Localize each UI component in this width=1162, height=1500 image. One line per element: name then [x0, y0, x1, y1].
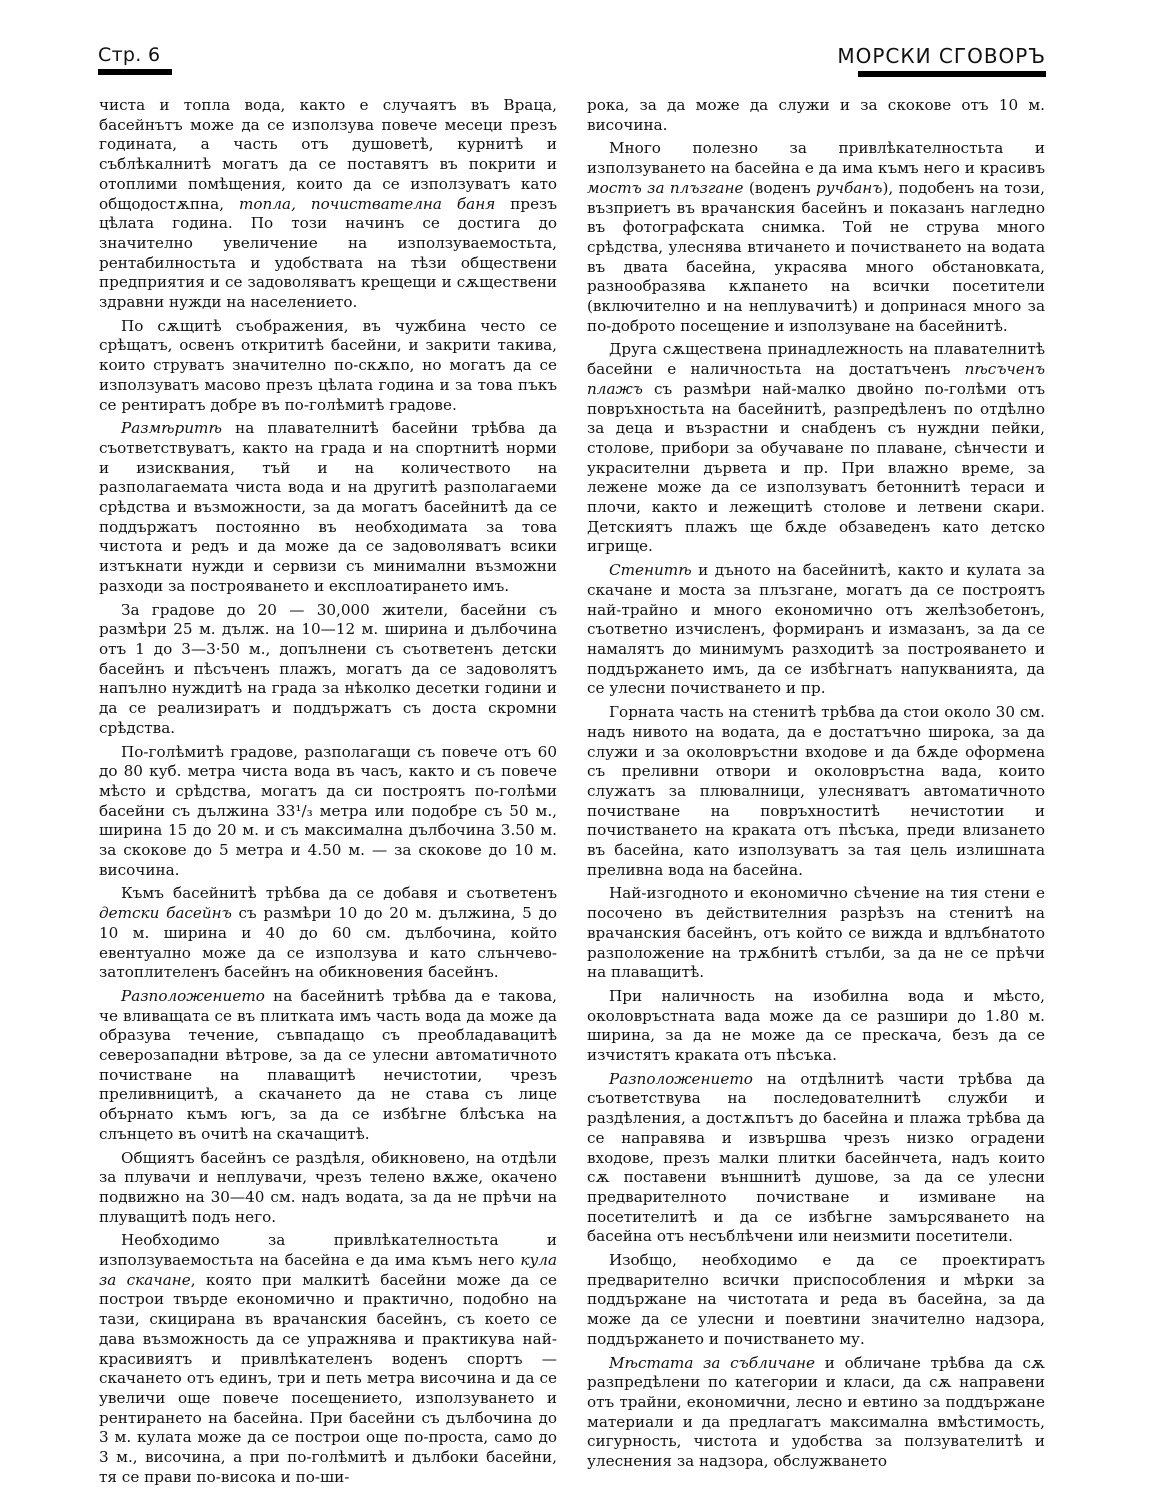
text-run: Горната часть на стенитѣ трѣбва да стои около 30 см. надъ нивото на водата, да е достатъчно широка, за да служи и за околовръстни входове и да бѫде оформена съ преливни отвори и околовръстна вада, които служатъ за плювалници, улесняватъ автоматичното почистване на повръхноститѣ нечистотии и почистването на краката отъ пѣсъка, преди влизането въ басейна, като използуватъ за тая цель излишната преливна вода на басейна. — [587, 703, 1045, 879]
paragraph — [587, 561, 1045, 699]
text-run: съ размѣри най-малко двойно по-голѣми отъ повръхностьта на басейнитѣ, разпредѣленъ по отдѣлно за деца и възрастни и снабденъ съ нуждни пейки, столове, прибори за обучаване по плаване, сѣнчести и украсителни дървета и пр. При влажно време, за лежене може да се използуватъ бетоннитѣ тераси и плочи, както и лежещитѣ столове и летвени скари. Детскиятъ плажъ ще бѫде обзаведенъ като детско игрище. — [587, 379, 1045, 556]
text-run: и обличане трѣбва да сѫ разпредѣлени по категории и класи, да сѫ направени отъ трайни, економични, лесно и евтино за поддържане материали и да предлагатъ максимална вмѣстимость, сигурность, чистота и удобства за ползувателитѣ и улеснения за надзора, обслужването — [587, 1353, 1045, 1471]
text-run: Къмъ басейнитѣ трѣбва да се добавя и съответенъ — [121, 884, 557, 903]
paragraph — [587, 1070, 1045, 1247]
text-run: За градове до 20 — 30,000 жители, басейни съ размѣри 25 м. дълж. на 10—12 м. ширина и дълбочина отъ 1 до 3—3·50 м., допълнени съ съответенъ детски басейнъ и пѣсъченъ плажъ, могатъ да се задоволятъ напълно нуждитѣ на града за нѣколко десетки години и да се реализиратъ и поддържатъ съ доста скромни срѣдства. — [99, 600, 557, 737]
page-header — [98, 44, 1046, 84]
magazine-title-block — [837, 44, 1046, 77]
emphasized-term: Стенитѣ — [609, 561, 692, 580]
text-run: По сѫщитѣ съображения, въ чужбина често се срѣщатъ, освенъ открититѣ басейни, и закрити такива, които струватъ значително по-скѫпо, но могатъ да се използуватъ масово презъ цѣлата година и за това пъкъ се рентиратъ добре въ по-голѣмитѣ градове. — [99, 316, 557, 414]
emphasized-term: Мѣстата за събличане — [609, 1353, 816, 1372]
header-rule-left — [98, 69, 172, 75]
text-run: , която при малкитѣ басейни може да се построи твърде економично и практично, подобно на тази, скицирана въ врачанския басейнъ, съ което се дава възможность да се упражнява и практикува най-красивиятъ и привлѣкателенъ воденъ спортъ — скачането отъ единъ, три и петь метра височина и да се увеличи още повече посещението, използуването и рентирането на басейна. При басейни съ дълбочина до 3 м. кулата може да се построи още по-проста, само до 3 м., височина, а при по-голѣмитѣ и дълбоки басейни, тя се прави по-висока и по-ши- — [99, 1270, 557, 1486]
paragraph — [587, 96, 1045, 135]
emphasized-term: детски басейнъ — [99, 904, 232, 923]
text-run: чиста и топла вода, както е случаятъ въ Враца, басейнътъ може да се използува повече месеци презъ годината, а часть отъ душоветѣ, курнитѣ и съблѣкалнитѣ могатъ да се поставятъ въ покрити и отоплими помѣщения, които да се използуватъ като общодостѫпна, — [99, 96, 557, 213]
emphasized-term: пѣсъченъ плажъ — [587, 360, 1045, 398]
paragraph — [99, 743, 557, 881]
text-run: Необходимо за привлѣкателностьта и използуваемостьта на басейна е да има къмъ него — [99, 1231, 557, 1270]
paragraph — [587, 1354, 1045, 1472]
page-number: Стр. 6 — [98, 44, 161, 66]
text-run: ), подобенъ на този, възприетъ въ врачанския басейнъ и показанъ нагледно въ фотографската снимка. Той не струва много срѣдства, улеснява втичането и почистването на водата въ двата басейна, украсява много обстановката, разнообразява кѫпането на всички посетители (включително и на неплувачитѣ) и допринася много за по-доброто посещение и използуване на басейнитѣ. — [587, 178, 1045, 335]
header-rule-right — [858, 71, 1046, 77]
emphasized-term: мостъ за плъзгане — [587, 178, 744, 197]
text-run: Много полезно за привлѣкателностьта и използуването на басейна е да има къмъ него и красивъ — [587, 139, 1045, 178]
text-run: Общиятъ басейнъ се раздѣля, обикновено, на отдѣли за плувачи и неплувачи, чрезъ телено вѫже, окачено подвижно на 30—40 см. надъ водата, за да не прѣчи на плуващитѣ подъ него. — [99, 1148, 557, 1226]
paragraph — [587, 139, 1045, 336]
text-run: и дъното на басейнитѣ, както и кулата за скачане и моста за плъзгане, могатъ да се построятъ най-трайно и много економично отъ желѣзобетонъ, съответно изчисленъ, формиранъ и измазанъ, за да се намалятъ до минимумъ разходитѣ за построяването и поддържането имъ, да се избѣгнатъ напукванията, да се улесни почистването и пр. — [587, 561, 1045, 698]
text-run: Друга сѫществена принадлежность на плавателнитѣ басейни е наличностьта на достатъченъ — [587, 340, 1045, 379]
page-number-block — [98, 44, 172, 75]
emphasized-term: Размѣритѣ — [121, 419, 222, 438]
text-run: на отдѣлнитѣ части трѣбва да съответствува на последователнитѣ служби и раздѣления, а достѫпътъ до басейна и плажа трѣбва да се направява и извършва чрезъ низко оградени входове, презъ малки плитки басейнчета, надъ които сѫ поставени външнитѣ душове, за да се улесни предварителното почистване и измиване на посетителитѣ и да се избѣгне замърсяването на басейна отъ несъблѣчени или неизмити посетители. — [587, 1069, 1045, 1246]
paragraph — [99, 317, 557, 416]
paragraph — [99, 884, 557, 983]
paragraph — [99, 1231, 557, 1487]
emphasized-term: ручбанъ — [816, 178, 883, 197]
text-run: (воденъ — [743, 178, 816, 197]
text-run: Изобщо, необходимо е да се проектиратъ предварително всички приспособления и мѣрки за поддържане на чистотата и реда въ басейна, за да може да се улесни и поевтини значително надзора, поддържането и почистването му. — [587, 1251, 1045, 1348]
left-column — [99, 96, 557, 1486]
emphasized-term: топла, почиствателна баня — [239, 194, 496, 213]
emphasized-term: Разположението — [121, 986, 265, 1005]
text-run: презъ цѣлата година. По този начинъ се достига до значително увеличение на използуваемостьта, рентабилностьта и удобствата на тѣзи обществени предприятия и се задоволяватъ крещещи и сѫществени здравни нужди на населението. — [99, 194, 557, 312]
article-body — [99, 96, 1045, 1486]
paragraph — [99, 987, 557, 1145]
text-run: съ размѣри 10 до 20 м. дължина, 5 до 10 м. ширина и 40 до 60 см. дълбочина, който евентуално може да се използува и като слънчево-затоплителенъ басейнъ на обикновения басейнъ. — [99, 904, 557, 982]
text-run: на плавателнитѣ басейни трѣбва да съответствуватъ, както на града и на спортнитѣ норми и изисквания, тъй и на количеството на разполагаемата чиста вода и на другитѣ разполагаеми срѣдства и възможности, за да могатъ басейнитѣ да се поддържатъ постоянно въ необходимата за това чистота и редъ и да може да се задоволяватъ всики изтъкнати нужди и сервизи съ минимални възможни разходи за построяването и експлоатирането имъ. — [99, 419, 557, 595]
paragraph — [587, 703, 1045, 880]
text-run: При наличность на изобилна вода и мѣсто, околовръстната вада може да се разшири до 1.80 м. ширина, за да не може да се прескача, безъ да се изчистятъ краката отъ пѣсъка. — [587, 986, 1045, 1065]
paragraph — [587, 884, 1045, 983]
text-run: Най-изгодното и економично сѣчение на тия стени е посочено въ действителния разрѣзъ на стенитѣ на врачанския басейнъ, отъ който се вижда и вдлъбнатото разположение на трѫбнитѣ стълби, за да не се прѣчи на плаващитѣ. — [587, 884, 1045, 982]
emphasized-term: Разположението — [609, 1069, 753, 1088]
text-run: на басейнитѣ трѣбва да е такова, че вливащата се въ плитката имъ часть вода да може да образува течение, съвпадащо съ преобладавацитѣ северозападни вѣтрове, за да се улесни автоматичното почистване на плаващитѣ нечистотии, чрезъ преливницитѣ, а скачането да не става съ лице обърнато къмъ югъ, за да се избѣгне блѣсъка на слънцето въ очитѣ на скачащитѣ. — [99, 986, 557, 1143]
paragraph — [99, 96, 557, 313]
paragraph — [99, 601, 557, 739]
magazine-title: МОРСКИ СГОВОРЪ — [837, 44, 1046, 68]
text-run: По-голѣмитѣ градове, разполагащи съ повече отъ 60 до 80 куб. метра чиста вода въ часъ, както и съ повече мѣсто и срѣдства, могатъ да си построятъ по-голѣми басейни съ дължина 33¹/₃ метра или подобре съ 50 м., ширина 15 до 20 м. и съ максимална дълбочина 3.50 м. за скокове до 5 метра и 4.50 м. — за скокове до 10 м. височина. — [99, 742, 557, 879]
text-run: рока, за да може да служи и за скокове отъ 10 м. височина. — [587, 96, 1045, 134]
paragraph — [99, 419, 557, 596]
paragraph — [587, 987, 1045, 1066]
emphasized-term: кула за скачане — [99, 1251, 557, 1289]
paragraph — [587, 1251, 1045, 1350]
right-column — [587, 96, 1045, 1476]
paragraph — [587, 340, 1045, 557]
paragraph — [99, 1149, 557, 1228]
